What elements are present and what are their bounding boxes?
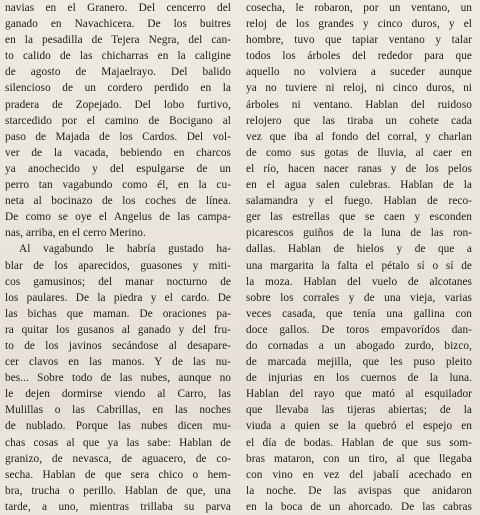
left-column-line: cer clavos en las manos. Y de las nu- — [5, 356, 231, 369]
right-column-line: en el agua salen culebras. Hablan de la — [246, 179, 472, 192]
right-column-line: la moza. Hablan del vuelo de alcotanes — [246, 275, 472, 288]
left-column-line: Al vagabundo le habría gustado ha- — [19, 243, 231, 256]
left-column-line: De como se oye el Angelus de las campa- — [5, 211, 231, 224]
right-column-line: do cornadas a un abogado zurdo, bizco, — [246, 339, 472, 352]
left-column-line: bra, trucha o perillo. Hablan de que, una — [5, 484, 231, 497]
left-column-line: to de los javinos secándose al desapare- — [5, 339, 231, 352]
right-column-line: dallas. Hablan de hielos y de que a — [246, 243, 472, 256]
right-column-line: picarescos guiños de la luna de las ron- — [246, 227, 472, 240]
right-column-line: veces casada, que tenía una gallina con — [246, 307, 472, 320]
left-column-line: le dejen dormirse viendo al Carro, las — [5, 388, 231, 401]
left-column-line: de nublado. Porque las nubes dicen mu- — [5, 420, 231, 433]
left-column-line: Mulillas o las Cabrillas, en las noches — [5, 404, 231, 417]
left-column-line: ra quitar los gusanos al ganado y del fru- — [5, 323, 231, 336]
right-column-line: que llevaba las tijeras abiertas; de la — [246, 404, 472, 417]
right-column-line: Hablan del rayo que mató al esquilador — [246, 388, 472, 401]
right-column-line: ger las estrellas que se caen y esconden — [246, 211, 472, 224]
left-column-line: las bichas que maman. De oraciones pa- — [5, 307, 231, 320]
left-column-line: starcedido por el camino de Bocigano al — [5, 114, 231, 127]
left-column-line: neta al bocinazo de los coches de línea. — [5, 195, 231, 208]
left-column-line: silencioso de un cordero perdido en la — [5, 82, 231, 95]
right-column-line: vez que iba al fondo del corral, y charlan — [246, 130, 472, 143]
left-column-line: pradera de Zopejado. Del lobo furtivo, — [5, 98, 231, 111]
left-column-line: paso de Majada de los Cardos. Del vol- — [5, 130, 231, 143]
right-text-column — [246, 0, 472, 515]
right-column-line: doce gallos. De toros empavorídos dan- — [246, 323, 472, 336]
right-column-line: todos los árboles del rededor para que — [246, 50, 472, 63]
left-column-line: nas, arriba, en el cerro Merino. — [5, 227, 146, 240]
left-column-line: los paulares. De la piedra y el cardo. De — [5, 291, 231, 304]
right-column-line: relojero que las tiraba un cohete cada — [246, 114, 472, 127]
right-column-line: de injurias en los cuernos de la luna. — [246, 372, 472, 385]
left-column-line: granizo, de nevasca, de aguacero, de co- — [5, 452, 231, 465]
left-column-line: blar de los aparecidos, guasones y miti- — [5, 259, 231, 272]
left-column-line: bes... Sobre todo de las nubes, aunque no — [5, 372, 231, 385]
left-column-line: ya anochecido y del espulgarse de un — [5, 162, 231, 175]
right-column-line: sobre los corrales y de una vieja, varias — [246, 291, 472, 304]
right-column-line: el río, hacen nacer ranas y de los pelos — [246, 162, 472, 175]
left-column-line: navias en el Granero. Del cencerro del — [5, 2, 231, 14]
left-column-line: de agosto de Majaelrayo. Del balido — [5, 66, 231, 79]
right-column-line: con vino en vez del jabalí acechado en — [246, 468, 472, 481]
left-column-line: tarde, a uno, mientras trillaba su parva — [5, 500, 231, 513]
left-column-line: ver de la vacada, bebiendo en charcos — [5, 146, 231, 159]
right-column-line: reloj de los grandes y cinco duros, y el — [246, 18, 472, 31]
left-text-column — [5, 0, 231, 515]
right-column-line: ya no tuviere ni reloj, ni cinco duros, ni — [246, 82, 472, 95]
left-column-line: en la pesadilla de Tejera Negra, del can- — [5, 34, 231, 47]
left-column-line: to calido de las chicharras en la caligine — [5, 50, 231, 63]
right-column-line: viuda a quien se la quebró el espejo en — [246, 420, 472, 433]
right-column-line: aquello no volviera a suceder aunque — [246, 66, 472, 79]
right-column-line: bras mataron, con un tiro, al que llegaba — [246, 452, 472, 465]
right-column-line: salamandra y el fuego. Hablan de reco- — [246, 195, 472, 208]
right-column-line: árboles ni ventano. Hablan del ruidoso — [246, 98, 472, 111]
right-column-line: de como sus gotas de lluvia, al caer en — [246, 146, 472, 159]
right-column-line: hombre, tuvo que tapiar ventano y talar — [246, 34, 472, 47]
left-column-line: chas cosas al que ya las sabe: Hablan de — [5, 436, 231, 449]
right-column-line: de marcada mejilla, que les puso pleito — [246, 356, 472, 369]
right-column-line: en la boca de un ahorcado. De las cabras — [246, 500, 472, 513]
right-column-line: la noche. De las avispas que anidaron — [246, 484, 472, 497]
left-column-line: cos gamusinos; del manar nocturno de — [5, 275, 231, 288]
right-column-line: una margarita la falta el pétalo sí o sí de — [246, 259, 472, 272]
left-column-line: ganado en Navachicera. De los buitres — [5, 18, 231, 31]
right-column-line: el día de bodas. Hablan de que sus som- — [246, 436, 472, 449]
right-column-line: cosecha, le robaron, por un ventano, un — [246, 2, 472, 14]
left-column-line: secha. Hablan de que sera chico o hem- — [5, 468, 231, 481]
left-column-line: perro tan vagabundo como él, en la cu- — [5, 179, 231, 192]
